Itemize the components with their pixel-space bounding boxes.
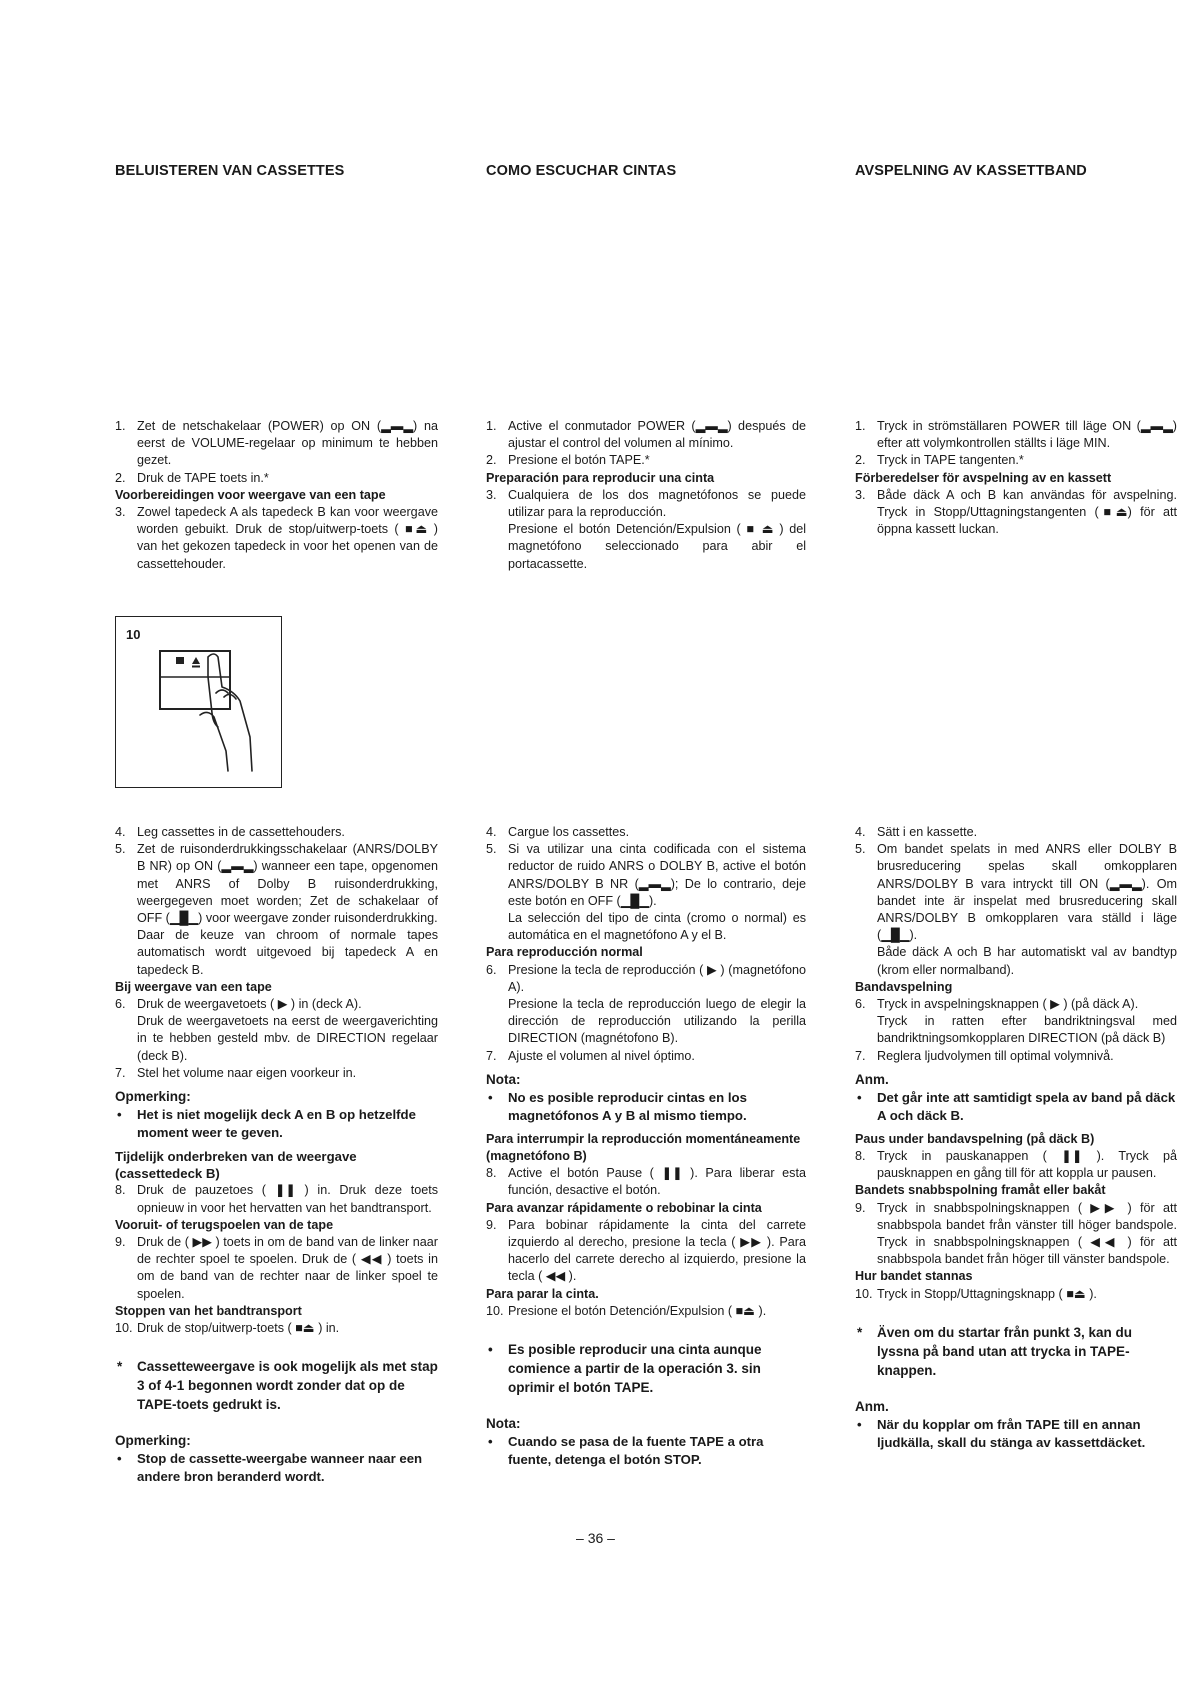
list-item: 2. Druk de TAPE toets in.*	[115, 470, 269, 485]
list-item: 2. Tryck in TAPE tangenten.*	[855, 453, 1024, 468]
list-item: 1. Zet de netschakelaar (POWER) op ON (▂▬▂) na eerst de VOLUME-regelaar op minimum te hebben gezet.	[115, 419, 438, 468]
list-item: 10. Presione el botón Detención/Expulsion ( ■⏏ ).	[486, 1303, 767, 1318]
list-item: 9. Druk de ( ▶▶ ) toets in om de band van de linker naar de rechter spoel te spoelen. Druk de ( ◀◀ ) toets in om de band van de rechter naar de linker spoel te spoelen.	[115, 1235, 438, 1301]
list-item: 9. Tryck in snabbspolningsknappen ( ▶▶ ) för att snabbspola bandet från vänster till höger bandspole. Tryck in snabbspolningsknappen ( ◀◀ ) för att snabbspola bandet från höger till vänster bandspole.	[855, 1200, 1177, 1267]
section-subheading: Bij weergave van een tape	[115, 979, 272, 994]
heading-spanish: COMO ESCUCHAR CINTAS	[486, 163, 677, 179]
list-item: 4. Sätt i en kassette.	[855, 825, 978, 839]
list-item: 1. Active el conmutador POWER (▂▬▂) después de ajustar el control del volumen al mínimo.	[486, 419, 806, 451]
footnote-star: * Cassetteweergave is ook mogelijk als met stap 3 of 4-1 begonnen wordt zonder dat op de TAPE-toets gedrukt is.	[117, 1359, 438, 1413]
list-item: 8. Druk de pauzetoes ( ❚❚ ) in. Druk deze toets opnieuw in voor het hervatten van het bandtransport.	[115, 1183, 438, 1215]
note-bullet: • No es posible reproducir cintas en los magnetófonos A y B al mismo tiempo.	[488, 1089, 747, 1123]
list-item-continuation: Både däck A och B har automatiskt val av bandtyp (krom eller normalband).	[877, 945, 1177, 977]
heading-swedish: AVSPELNING AV KASSETTBAND	[855, 163, 1087, 179]
list-item: 6. Tryck in avspelningsknappen ( ▶ ) (på däck A).	[855, 997, 1139, 1012]
note-heading: Opmerking:	[115, 1089, 191, 1105]
list-item: 5. Si va utilizar una cinta codificada con el sistema reductor de ruido ANRS o DOLBY B, active el botón ANRS/DOLBY B NR (▂▬▂); De lo contrario, deje este botón en OFF (▁█▁).	[486, 842, 806, 908]
section-subheading: Paus under bandavspelning (på däck B)	[855, 1131, 1095, 1146]
list-item: 8. Tryck in pauskanappen ( ❚❚ ). Tryck på pausknappen en gång till för att koppla ur pausen.	[855, 1149, 1177, 1181]
list-item: 3. Både däck A och B kan användas för avspelning. Tryck in Stopp/Uttagningstangenten (■⏏) för att öppna kassett luckan.	[855, 487, 1177, 537]
note-heading: Opmerking:	[115, 1433, 191, 1449]
section-subheading: Para reproducción normal	[486, 945, 643, 960]
list-item-continuation: Daar de keuze van chroom of normale tapes automatisch wordt uitgevoed bij tapedeck A en tapedeck B.	[137, 928, 438, 977]
section-subheading: Förberedelser för avspelning av en kassett	[855, 470, 1112, 485]
es-main-block	[486, 824, 806, 1469]
note-heading: Nota:	[486, 1071, 521, 1087]
nl-main-block	[115, 824, 438, 1486]
list-item: 9. Para bobinar rápidamente la cinta del carrete izquierdo al derecho, presione la tecla ( ▶▶ ). Para hacerlo del carrete derecho al izquierdo, presione la tecla ( ◀◀ ).	[486, 1217, 806, 1284]
note-bullet: • Cuando se pasa de la fuente TAPE a otra fuente, detenga el botón STOP.	[488, 1434, 764, 1468]
list-item: 7. Reglera ljudvolymen till optimal volymnivå.	[855, 1048, 1114, 1063]
section-subheading: Bandavspelning	[855, 979, 953, 994]
footnote-star: * Även om du startar från punkt 3, kan du lyssna på band utan att trycka in TAPE-knappen.	[857, 1324, 1133, 1378]
section-subheading: Hur bandet stannas	[855, 1269, 973, 1284]
note-heading: Anm.	[855, 1071, 889, 1087]
list-item-continuation: Tryck in ratten efter bandriktningsval med bandriktningsomkopplaren DIRECTION (på däck B)	[877, 1014, 1177, 1046]
list-item: 2. Presione el botón TAPE.*	[486, 453, 650, 468]
footnote-star: • Es posible reproducir una cinta aunque comience a partir de la operación 3. sin oprimir el botón TAPE.	[488, 1342, 762, 1396]
heading-dutch: BELUISTEREN VAN CASSETTES	[115, 163, 345, 179]
list-item: 3. Cualquiera de los dos magnetófonos se puede utilizar para la reproducción.	[486, 487, 806, 520]
list-item: 1. Tryck in strömställaren POWER till läge ON (▂▬▂) efter att volymkontrollen ställts i läge MIN.	[855, 419, 1177, 451]
section-subheading: Para interrumpir la reproducción momentáneamente (magnetófono B)	[486, 1131, 801, 1164]
note-heading: Nota:	[486, 1416, 521, 1432]
list-item: 3. Zowel tapedeck A als tapedeck B kan voor weergave worden gebuikt. Druk de stop/uitwerp-toets ( ■⏏ ) van het gekozen tapedeck in voor het openen van de cassettehouder.	[115, 505, 438, 571]
list-item: 5. Om bandet spelats in med ANRS eller DOLBY B brusreducering spelas skall omkopplaren ANRS/DOLBY B vara intryckt till ON (▂▬▂). Om bandet inte är inspelat med brusreducering skall ANRS/DOLBY B omkopplaren vara ställd i läge (▁█▁).	[855, 842, 1177, 943]
nl-intro-block	[115, 418, 438, 573]
list-item-continuation: La selección del tipo de cinta (cromo o normal) es automática en el magnetófono A y el B.	[508, 911, 806, 943]
note-bullet: • Het is niet mogelijk deck A en B op hetzelfde moment weer te geven.	[117, 1107, 416, 1141]
hand-pressing-button-icon	[116, 617, 283, 789]
section-subheading: Tijdelijk onderbreken van de weergave (cassettedeck B)	[115, 1149, 357, 1182]
figure-number: 10	[126, 627, 141, 642]
list-item: 7. Ajuste el volumen al nivel óptimo.	[486, 1048, 695, 1063]
sv-main-block	[855, 824, 1177, 1452]
section-subheading: Preparación para reproducir una cinta	[486, 470, 715, 485]
list-item: 10. Druk de stop/uitwerp-toets ( ■⏏ ) in.	[115, 1321, 340, 1336]
note-bullet: • Det går inte att samtidigt spela av band på däck A och däck B.	[857, 1089, 1176, 1123]
list-item: 8. Active el botón Pause ( ❚❚ ). Para liberar esta función, desactive el botón.	[486, 1166, 806, 1198]
note-heading: Anm.	[855, 1398, 889, 1414]
note-bullet: • När du kopplar om från TAPE till en annan ljudkälla, skall du stänga av kassettdäcket.	[857, 1416, 1146, 1450]
section-subheading: Vooruit- of terugspoelen van de tape	[115, 1217, 334, 1232]
note-bullet: • Stop de cassette-weergabe wanneer naar een andere bron beranderd wordt.	[117, 1451, 423, 1485]
section-subheading: Stoppen van het bandtransport	[115, 1303, 302, 1318]
sv-intro-block	[855, 418, 1177, 538]
list-item: 4. Leg cassettes in de cassettehouders.	[115, 825, 345, 839]
list-item: 6. Presione la tecla de reproducción ( ▶ ) (magnetófono A).	[486, 962, 806, 994]
list-item-continuation: Presione la tecla de reproducción luego de elegir la dirección de reproducción utilizando la perilla DIRECTION (magnétofono B).	[508, 997, 806, 1046]
list-item: 7. Stel het volume naar eigen voorkeur in.	[115, 1065, 357, 1080]
section-subheading: Para parar la cinta.	[486, 1286, 599, 1301]
section-subheading: Voorbereidingen voor weergave van een tape	[115, 487, 386, 502]
list-item: 4. Cargue los cassettes.	[486, 825, 630, 839]
section-subheading: Bandets snabbspolning framåt eller bakåt	[855, 1183, 1106, 1198]
list-item-continuation: Druk de weergavetoets na eerst de weergaverichting in te hebben gesteld mbv. de DIRECTION regelaar (deck B).	[137, 1014, 438, 1063]
list-item: 10. Tryck in Stopp/Uttagningsknapp ( ■⏏ ).	[855, 1286, 1097, 1301]
es-intro-block	[486, 418, 806, 573]
section-subheading: Para avanzar rápidamente o rebobinar la cinta	[486, 1200, 762, 1215]
page-number: – 36 –	[576, 1530, 615, 1546]
list-item: 5. Zet de ruisonderdrukkingsschakelaar (ANRS/DOLBY B NR) op ON (▂▬▂) wanneer een tape, opgenomen met ANRS of Dolby B ruisonderdrukking, weergegeven moet worden; Zet de schakelaar of OFF (▁█▁) voor weergave zonder ruisonderdrukking.	[115, 842, 438, 926]
figure-10	[115, 616, 282, 788]
list-item: 6. Druk de weergavetoets ( ▶ ) in (deck A).	[115, 997, 362, 1012]
list-item-continuation: Presione el botón Detención/Expulsion ( ■ ⏏ ) del magnetófono seleccionado para abir el portacassette.	[508, 522, 806, 571]
